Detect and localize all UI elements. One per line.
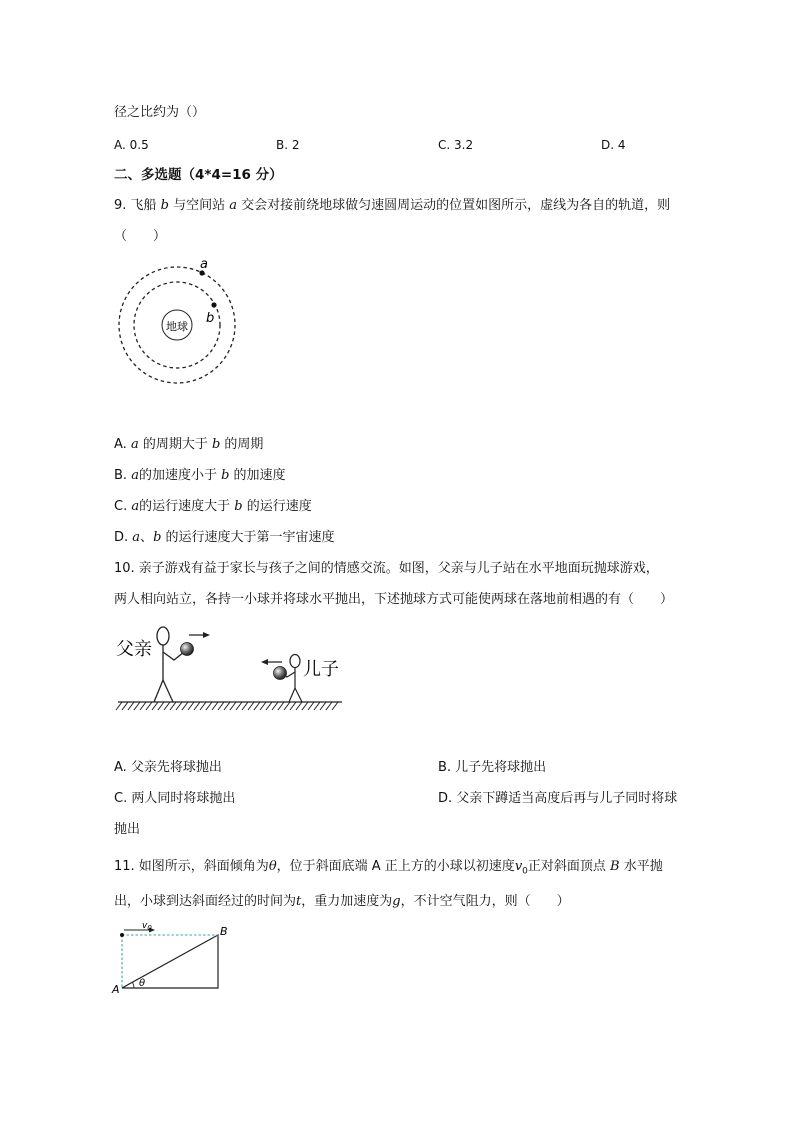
son-legs [289, 688, 302, 702]
hatch-mark [212, 702, 218, 710]
hatch-mark [278, 702, 284, 710]
q9-text: 9. 飞船 [114, 198, 161, 213]
q11-var-theta: θ [268, 859, 277, 874]
q11-text: ，不计空气阻力，则（ ） [400, 894, 570, 909]
option-var: b [153, 530, 162, 545]
hatch-mark [308, 702, 314, 710]
earth-label: 地球 [166, 320, 188, 333]
point-b-label: B [220, 925, 228, 938]
q8-option-d[interactable]: D. 4 [601, 138, 626, 152]
father-arrow-head [203, 632, 210, 638]
son-arrow-head [261, 659, 268, 665]
hatch-mark [260, 702, 266, 710]
ball-dot [120, 933, 124, 937]
q10-option-c[interactable]: C. 两人同时将球抛出 [114, 791, 236, 806]
option-text: 的运行速度大于第一宇宙速度 [161, 530, 335, 545]
q11-text: 正对斜面顶点 [527, 859, 611, 874]
hatch-mark [158, 702, 164, 710]
hatch-mark [182, 702, 188, 710]
father-label: 父亲 [116, 639, 152, 660]
ground-hatching [116, 702, 338, 710]
option-var: b [234, 499, 243, 514]
hatch-mark [200, 702, 206, 710]
hatch-mark [266, 702, 272, 710]
option-var: b [221, 468, 230, 483]
v0-label [142, 921, 152, 932]
hatch-mark [152, 702, 158, 710]
hatch-mark [254, 702, 260, 710]
q8-option-c[interactable]: C. 3.2 [438, 138, 474, 152]
hatch-mark [332, 702, 338, 710]
q9-stem-line2: （ ） [114, 229, 167, 244]
satellite-b-label: b [206, 311, 215, 326]
q11-var-v0: v [514, 859, 523, 874]
hatch-mark [284, 702, 290, 710]
option-var: a [131, 468, 139, 483]
hatch-mark [164, 702, 170, 710]
option-prefix: B. [114, 468, 132, 483]
q9-option-b[interactable] [114, 467, 286, 485]
theta-label: θ [139, 978, 146, 989]
q9-stem-line1 [114, 197, 670, 215]
q10-option-b[interactable]: B. 儿子先将球抛出 [438, 760, 547, 775]
q11-text: 11. 如图所示，斜面倾角为 [114, 859, 269, 874]
q11-var-g: g [392, 894, 401, 909]
q8-option-b[interactable]: B. 2 [276, 138, 300, 152]
q9-var-a: a [229, 198, 238, 213]
hatch-mark [242, 702, 248, 710]
father-arm [163, 652, 184, 660]
father-ball [181, 643, 194, 656]
q11-text: 水平抛 [619, 859, 663, 874]
section-heading: 二、多选题（4*4=16 分） [114, 167, 283, 183]
q10-throwing-figure [114, 622, 349, 717]
q11-text: ，位于斜面底端 A 正上方的小球以初速度 [276, 859, 515, 874]
son-label: 儿子 [303, 659, 339, 680]
hatch-mark [230, 702, 236, 710]
q11-v0-subscript: 0 [522, 866, 528, 877]
hatch-mark [116, 702, 122, 710]
father-legs [154, 680, 173, 702]
hatch-mark [122, 702, 128, 710]
hatch-mark [272, 702, 278, 710]
hatch-mark [206, 702, 212, 710]
hatch-mark [140, 702, 146, 710]
option-prefix: C. [114, 499, 132, 514]
option-var: b [211, 437, 221, 452]
q11-var-t: t [296, 894, 302, 909]
incline-triangle [122, 935, 218, 988]
q8-option-a[interactable]: A. 0.5 [114, 138, 149, 152]
q11-stem-line2 [114, 893, 570, 911]
option-text: 的周期 [220, 437, 264, 452]
hatch-mark [236, 702, 242, 710]
q11-stem-line1 [114, 858, 663, 881]
q11-var-b: B [610, 859, 620, 874]
son-head [290, 655, 300, 668]
satellite-b-dot [211, 302, 216, 307]
q10-stem-line2: 两人相向站立，各持一小球并将球水平抛出，下述抛球方式可能使两球在落地前相遇的有（ ） [114, 592, 674, 607]
q11-incline-figure [112, 920, 237, 995]
option-prefix: D. [114, 530, 133, 545]
hatch-mark [218, 702, 224, 710]
q9-var-b: b [160, 198, 169, 213]
q9-option-a[interactable] [114, 436, 263, 454]
father-head [157, 627, 169, 645]
q9-option-d[interactable] [114, 529, 335, 547]
hatch-mark [146, 702, 152, 710]
hatch-mark [134, 702, 140, 710]
son-ball [274, 667, 287, 680]
hatch-mark [188, 702, 194, 710]
q10-option-d-continued: 抛出 [114, 822, 141, 837]
option-var: a [130, 437, 139, 452]
q11-text: ，重力加速度为 [301, 894, 393, 909]
v0-label-sub: 0 [147, 924, 152, 932]
q9-orbit-figure [110, 255, 250, 395]
hatch-mark [290, 702, 296, 710]
hatch-mark [302, 702, 308, 710]
option-text: 、 [140, 530, 154, 545]
hatch-mark [224, 702, 230, 710]
angle-arc [133, 982, 135, 988]
v0-label-main: v [142, 921, 148, 931]
q9-text: 与空间站 [169, 198, 230, 213]
hatch-mark [170, 702, 176, 710]
satellite-a-label: a [200, 257, 208, 272]
q9-option-c[interactable] [114, 498, 312, 516]
q10-option-d[interactable]: D. 父亲下蹲适当高度后再与儿子同时将球 [438, 791, 678, 806]
q8-stem-tail: 径之比约为（） [114, 105, 206, 120]
option-prefix: A. [114, 437, 131, 452]
hatch-mark [320, 702, 326, 710]
option-text: 的周期大于 [138, 437, 212, 452]
point-a-label: A [112, 983, 120, 996]
option-var: a [132, 530, 141, 545]
q10-stem-line1: 10. 亲子游戏有益于家长与孩子之间的情感交流。如图，父亲与儿子站在水平地面玩抛球游戏， [114, 561, 659, 576]
hatch-mark [326, 702, 332, 710]
q11-text: 出，小球到达斜面经过的时间为 [114, 894, 297, 909]
option-var: a [131, 499, 140, 514]
q10-option-a[interactable]: A. 父亲先将球抛出 [114, 760, 222, 775]
hatch-mark [314, 702, 320, 710]
hatch-mark [248, 702, 254, 710]
hatch-mark [296, 702, 302, 710]
option-text: 的运行速度 [242, 499, 312, 514]
option-text: 的加速度小于 [138, 468, 222, 483]
hatch-mark [176, 702, 182, 710]
q9-text: 交会对接前绕地球做匀速圆周运动的位置如图所示，虚线为各自的轨道，则 [237, 198, 671, 213]
hatch-mark [128, 702, 134, 710]
hatch-mark [194, 702, 200, 710]
option-text: 的加速度 [229, 468, 286, 483]
option-text: 的运行速度大于 [139, 499, 235, 514]
